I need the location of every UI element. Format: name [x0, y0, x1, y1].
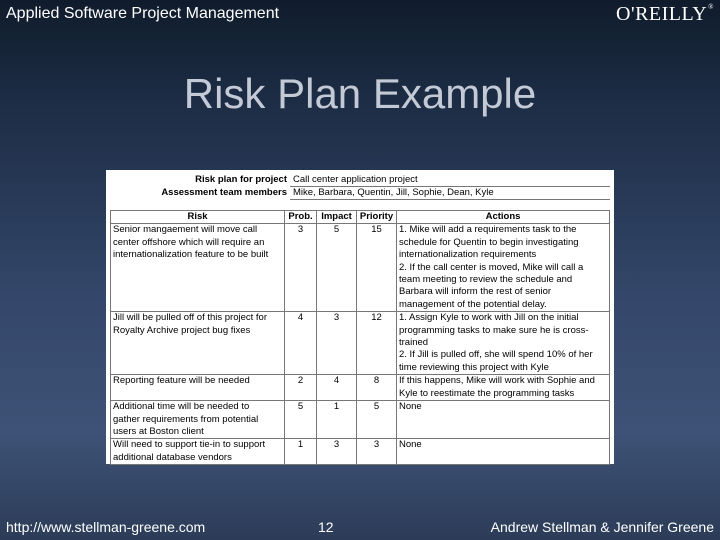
project-label: Risk plan for project [195, 174, 287, 186]
footer-url-link[interactable]: http://www.stellman-greene.com [6, 519, 206, 535]
priority-cell: 12 [357, 312, 397, 375]
table-row [111, 439, 610, 465]
actions-cell: If this happens, Mike will work with Sophie and Kyle to reestimate the programming tasks [397, 375, 610, 401]
col-actions: Actions [397, 211, 610, 224]
risk-plan-document [106, 170, 614, 464]
impact-cell: 1 [317, 401, 357, 439]
actions-cell: 1. Mike will add a requirements task to the schedule for Quentin to begin investigating internationalization requirements 2. If the call center is moved, Mike will call a team meeting to review the schedule and Barbara will inform the rest of senior management of the potential delay. [397, 224, 610, 312]
impact-cell: 5 [317, 224, 357, 312]
priority-cell: 5 [357, 401, 397, 439]
actions-cell: None [397, 401, 610, 439]
table-row [111, 312, 610, 375]
actions-cell: 1. Assign Kyle to work with Jill on the initial programming tasks to make sure he is cross- trained 2. If Jill is pulled off, she will spend 10% of her time reviewing this project with Kyle [397, 312, 610, 375]
risk-cell: Senior mangaement will move call center offshore which will require an internationalization feature to be built [111, 224, 285, 312]
plan-meta [110, 174, 610, 200]
priority-cell: 3 [357, 439, 397, 465]
page-number: 12 [318, 519, 334, 535]
impact-cell: 3 [317, 439, 357, 465]
table-row [111, 375, 610, 401]
risk-cell: Jill will be pulled off of this project for Royalty Archive project bug fixes [111, 312, 285, 375]
registered-mark-icon: ® [708, 3, 714, 11]
risk-table [110, 210, 610, 465]
prob-cell: 4 [285, 312, 317, 375]
table-row [111, 224, 610, 312]
project-value: Call center application project [290, 174, 610, 187]
table-row [111, 401, 610, 439]
prob-cell: 2 [285, 375, 317, 401]
risk-cell: Reporting feature will be needed [111, 375, 285, 401]
logo-text: O'REILLY [616, 3, 708, 25]
team-label: Assessment team members [161, 187, 287, 198]
col-impact: Impact [317, 211, 357, 224]
team-value: Mike, Barbara, Quentin, Jill, Sophie, Dean, Kyle [290, 187, 610, 200]
priority-cell: 8 [357, 375, 397, 401]
header-title: Applied Software Project Management [6, 5, 280, 22]
prob-cell: 5 [285, 401, 317, 439]
prob-cell: 3 [285, 224, 317, 312]
col-risk: Risk [111, 211, 285, 224]
impact-cell: 4 [317, 375, 357, 401]
col-prob: Prob. [285, 211, 317, 224]
actions-cell: None [397, 439, 610, 465]
risk-cell: Will need to support tie-in to support additional database vendors [111, 439, 285, 465]
priority-cell: 15 [357, 224, 397, 312]
impact-cell: 3 [317, 312, 357, 375]
oreilly-logo [616, 3, 714, 26]
risk-table-header [111, 211, 610, 224]
col-priority: Priority [357, 211, 397, 224]
slide-title: Risk Plan Example [183, 70, 537, 117]
footer-authors: Andrew Stellman & Jennifer Greene [490, 519, 714, 535]
risk-cell: Additional time will be needed to gather requirements from potential users at Boston client [111, 401, 285, 439]
prob-cell: 1 [285, 439, 317, 465]
